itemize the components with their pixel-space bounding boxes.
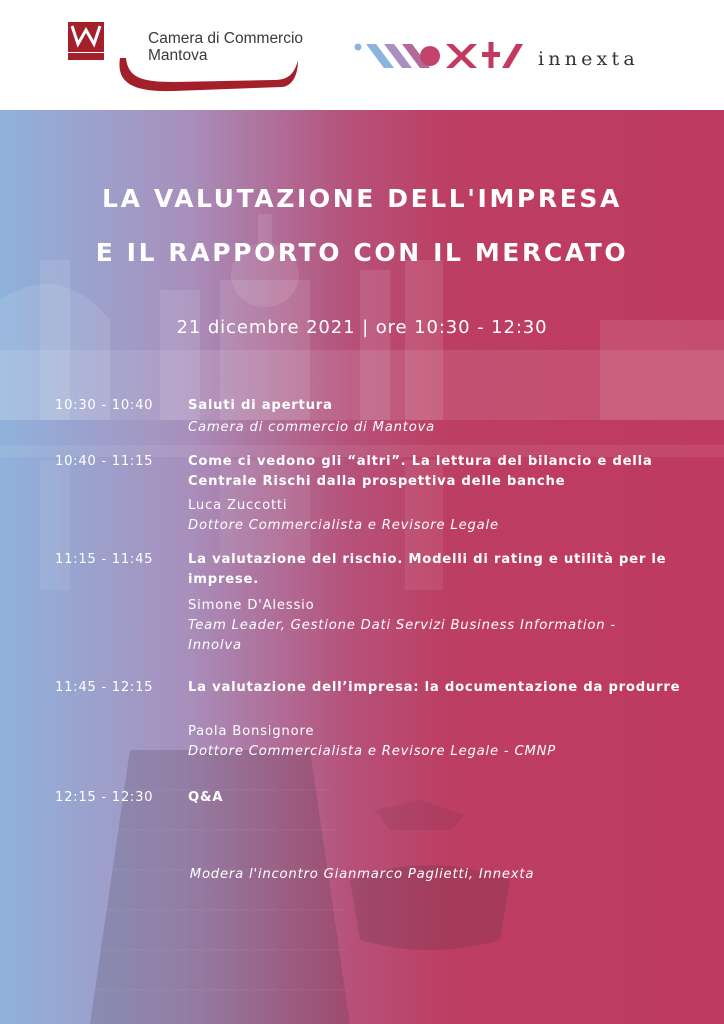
program-time: 11:15 - 11:45 [55, 552, 154, 567]
gondola-swoosh-icon [114, 54, 300, 94]
program-time: 10:30 - 10:40 [55, 398, 154, 413]
event-title [0, 172, 724, 280]
moderator-note: Modera l'incontro Gianmarco Paglietti, Innexta [189, 867, 535, 882]
camera-commercio-logo [66, 20, 306, 96]
program-speaker: Simone D'Alessio [188, 598, 315, 613]
program-title: Saluti di apertura [188, 398, 333, 413]
program-time: 12:15 - 12:30 [55, 790, 154, 805]
universitas-emblem-icon [66, 20, 106, 62]
poster-body [0, 110, 724, 1024]
program-title: La valutazione dell’impresa: la documentazione da produrre [188, 680, 681, 695]
program-role: Dottore Commercialista e Revisore Legale [188, 518, 499, 533]
innexta-wordmark: innexta [538, 48, 639, 70]
program-role: Camera di commercio di Mantova [188, 420, 436, 435]
program-speaker: Paola Bonsignore [188, 724, 315, 739]
program-role: Dottore Commercialista e Revisore Legale - CMNP [188, 744, 557, 759]
title-line2: E IL RAPPORTO CON IL MERCATO [95, 238, 629, 267]
header-bar [0, 0, 724, 110]
program-title: Q&A [188, 790, 224, 805]
program-title: Come ci vedono gli “altri”. La lettura del bilancio e della Centrale Rischi dalla prospettiva delle banche [188, 454, 653, 489]
event-date: 21 dicembre 2021 | ore 10:30 - 12:30 [176, 317, 548, 338]
program-time: 11:45 - 12:15 [55, 680, 154, 695]
title-line1: LA VALUTAZIONE DELL'IMPRESA [102, 184, 622, 213]
cc-name-line2: Mantova [148, 47, 208, 64]
program-speaker: Luca Zuccotti [188, 498, 288, 513]
program-time: 10:40 - 11:15 [55, 454, 154, 469]
program-title: La valutazione del rischio. Modelli di rating e utilità per le imprese. [188, 552, 667, 587]
innexta-next-mark-icon [354, 38, 524, 78]
program-role: Team Leader, Gestione Dati Servizi Business Information - Innolva [188, 618, 616, 653]
cc-name-line1: Camera di Commercio [148, 30, 304, 47]
